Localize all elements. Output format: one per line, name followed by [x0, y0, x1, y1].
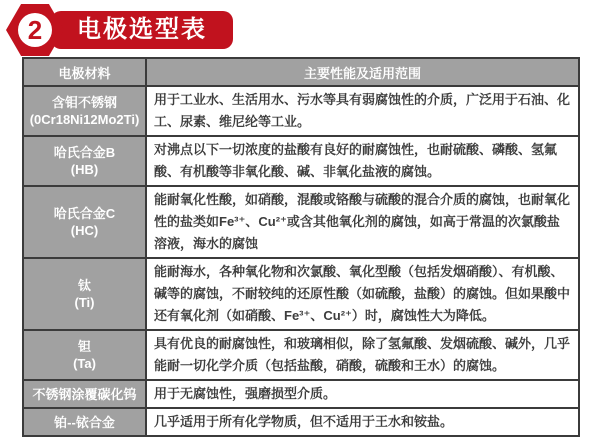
- col-header-performance: 主要性能及适用范围: [146, 58, 579, 86]
- page-title: 电极选型表: [77, 16, 207, 43]
- material-grade: (Ti): [74, 295, 95, 310]
- section-number-badge: [6, 4, 64, 56]
- material-cell: [23, 258, 146, 330]
- material-grade: (0Cr18Ni12Mo2Ti): [29, 112, 140, 127]
- material-name: 含钼不锈钢: [51, 95, 117, 110]
- material-cell: [23, 380, 146, 408]
- material-cell: [23, 186, 146, 258]
- performance-cell: 能耐海水，各种氧化物和次氯酸、氧化型酸（包括发烟硝酸）、有机酸、碱等的腐蚀，不耐较纯的还原性酸（如硫酸，盐酸）的腐蚀。但如果酸中还有氧化剂（如硝酸、Fe³⁺、Cu²⁺）时，腐蚀性大为降低。: [146, 258, 579, 330]
- material-cell: [23, 408, 146, 436]
- performance-cell: 能耐氧化性酸，如硝酸，混酸或铬酸与硫酸的混合介质的腐蚀，也耐氧化性的盐类如Fe³⁺、Cu²⁺或含其他氧化剂的腐蚀，如高于常温的次氯酸盐溶液，海水的腐蚀: [146, 186, 579, 258]
- table-row: [23, 380, 579, 408]
- col-header-material: 电极材料: [23, 58, 146, 86]
- material-cell: [23, 86, 146, 136]
- table-row: [23, 330, 579, 380]
- performance-cell: 对沸点以下一切浓度的盐酸有良好的耐腐蚀性，也耐硫酸、磷酸、氢氟酸、有机酸等非氧化酸、碱、非氧化盐液的腐蚀。: [146, 136, 579, 186]
- table-row: [23, 408, 579, 436]
- material-name: 铂--铱合金: [54, 414, 115, 430]
- material-grade: (HC): [70, 223, 99, 238]
- material-grade: (HB): [70, 162, 99, 177]
- material-name: 哈氏合金C: [53, 206, 116, 221]
- section-header: [6, 4, 233, 56]
- table-row: [23, 136, 579, 186]
- material-name: 钽: [77, 339, 91, 354]
- performance-cell: 用于无腐蚀性，强磨损型介质。: [146, 380, 579, 408]
- performance-cell: 用于工业水、生活用水、污水等具有弱腐蚀性的介质，广泛用于石油、化工、尿素、维尼纶等工业。: [146, 86, 579, 136]
- electrode-selection-table: [22, 57, 580, 437]
- material-name: 哈氏合金B: [53, 145, 116, 160]
- performance-cell: 具有优良的耐腐蚀性，和玻璃相似，除了氢氟酸、发烟硫酸、碱外，几乎能耐一切化学介质（包括盐酸，硝酸，硫酸和王水）的腐蚀。: [146, 330, 579, 380]
- material-name: 不锈钢涂覆碳化钨: [32, 386, 137, 402]
- material-grade: (Ta): [73, 356, 96, 371]
- material-name: 钛: [77, 278, 91, 293]
- table-header-row: [23, 58, 579, 86]
- badge-circle: [18, 13, 52, 47]
- material-cell: [23, 330, 146, 380]
- material-cell: [23, 136, 146, 186]
- table-row: [23, 86, 579, 136]
- performance-cell: 几乎适用于所有化学物质，但不适用于王水和铵盐。: [146, 408, 579, 436]
- section-title-banner: [51, 11, 233, 49]
- table-row: [23, 186, 579, 258]
- badge-number: 2: [27, 15, 43, 45]
- table-row: [23, 258, 579, 330]
